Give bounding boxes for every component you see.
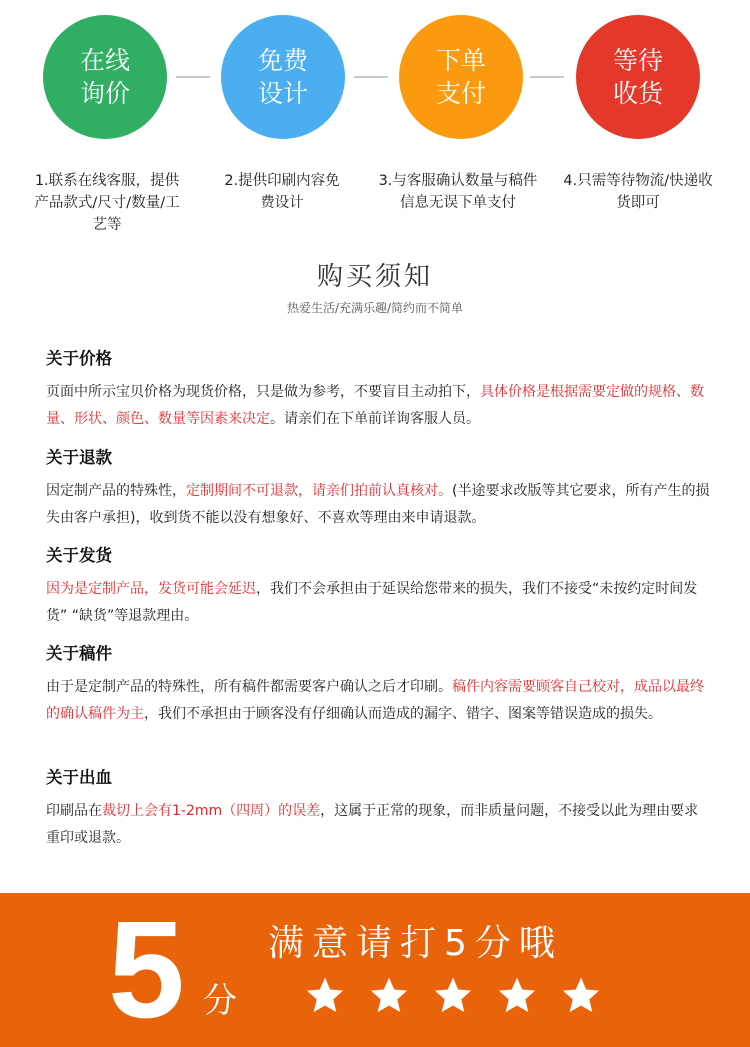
process-steps: [0, 0, 750, 250]
notice-text: 印刷品在: [46, 803, 102, 819]
step-connector: [530, 76, 564, 78]
notice-text: (半途要求改版等其它要求，所有产生的损失由客户承担)，收到货不能以没有想象好、不喜欢等理由来申请退款。: [46, 483, 710, 526]
step-circle-text: 支付: [435, 79, 486, 108]
notice-artwork: [46, 640, 711, 728]
notice-body: [46, 379, 711, 433]
star-icon: [561, 975, 601, 1015]
star-icon: [305, 975, 345, 1015]
notice-price: [46, 345, 711, 433]
notice-highlight: 裁切上会有1-2mm（四周）的误差: [102, 803, 321, 819]
notice-text: 。请亲们在下单前详询客服人员。: [270, 411, 480, 427]
step-connector: [354, 76, 388, 78]
step-circle-text: 在线: [79, 46, 130, 75]
step-circle-text: 等待: [612, 46, 663, 75]
step-description: 1.联系在线客服，提供产品款式/尺寸/数量/工艺等: [34, 173, 180, 233]
star-icon: [433, 975, 473, 1015]
rating-unit: 分: [203, 981, 237, 1021]
star-icon: [369, 975, 409, 1015]
step-connector: [176, 76, 210, 78]
notice-body: [46, 674, 711, 728]
star-icon: [497, 975, 537, 1015]
notice-refund: [46, 444, 711, 532]
notice-highlight: 定制期间不可退款，请亲们拍前认真核对。: [186, 483, 452, 499]
step-circle-payment: [399, 15, 523, 139]
step-circle-design: [221, 15, 345, 139]
step-description: 4.只需等待物流/快递收货即可: [563, 173, 713, 211]
notice-heading: 关于价格: [46, 349, 112, 368]
rating-banner: [0, 893, 750, 1047]
notice-body: [46, 798, 711, 852]
step-circle-text: 收货: [612, 79, 663, 108]
rating-number: 5: [108, 893, 185, 1047]
notice-shipping: [46, 542, 711, 630]
step-circle-text: 下单: [435, 46, 486, 75]
notice-text: 由于是定制产品的特殊性，所有稿件都需要客户确认之后才印刷。: [46, 679, 452, 695]
step-description: 2.提供印刷内容免费设计: [224, 173, 340, 211]
notice-text: 因定制产品的特殊性，: [46, 483, 186, 499]
step-circle-text: 询价: [79, 79, 130, 108]
step-circle-inquiry: [43, 15, 167, 139]
notice-text: ，我们不承担由于顾客没有仔细确认而造成的漏字、错字、图案等错误造成的损失。: [144, 706, 662, 722]
rating-slogan: 满意请打5分哦: [268, 923, 563, 964]
section-subtitle: 热爱生活/充满乐趣/简约而不简单: [286, 301, 464, 315]
notice-text: ，我们不会承担由于延误给您带来的损失，我们不接受“未按约定时间发货” “缺货”等退款理由。: [46, 581, 698, 624]
step-circle-delivery: [576, 15, 700, 139]
notice-body: [46, 478, 711, 532]
notice-highlight: 因为是定制产品，发货可能会延迟: [46, 581, 256, 597]
notice-heading: 关于发货: [46, 546, 112, 565]
notice-heading: 关于稿件: [46, 644, 112, 663]
step-description: 3.与客服确认数量与稿件信息无误下单支付: [378, 173, 538, 211]
star-rating: [305, 975, 601, 1015]
notice-highlight: 稿件内容需要顾客自己校对，成品以最终的确认稿件为主: [46, 679, 704, 722]
notice-heading: 关于退款: [46, 448, 112, 467]
notice-text: ，这属于正常的现象，而非质量问题，不接受以此为理由要求重印或退款。: [46, 803, 699, 846]
section-title: 购买须知: [316, 262, 433, 292]
notice-heading: 关于出血: [46, 768, 112, 787]
notice-body: [46, 576, 711, 630]
step-circle-text: 设计: [257, 79, 308, 108]
step-circle-text: 免费: [257, 46, 308, 75]
notice-highlight: 具体价格是根据需要定做的规格、数量、形状、颜色、数量等因素来决定: [46, 384, 704, 427]
notice-bleed: [46, 764, 711, 852]
notice-text: 页面中所示宝贝价格为现货价格，只是做为参考，不要盲目主动拍下，: [46, 384, 480, 400]
